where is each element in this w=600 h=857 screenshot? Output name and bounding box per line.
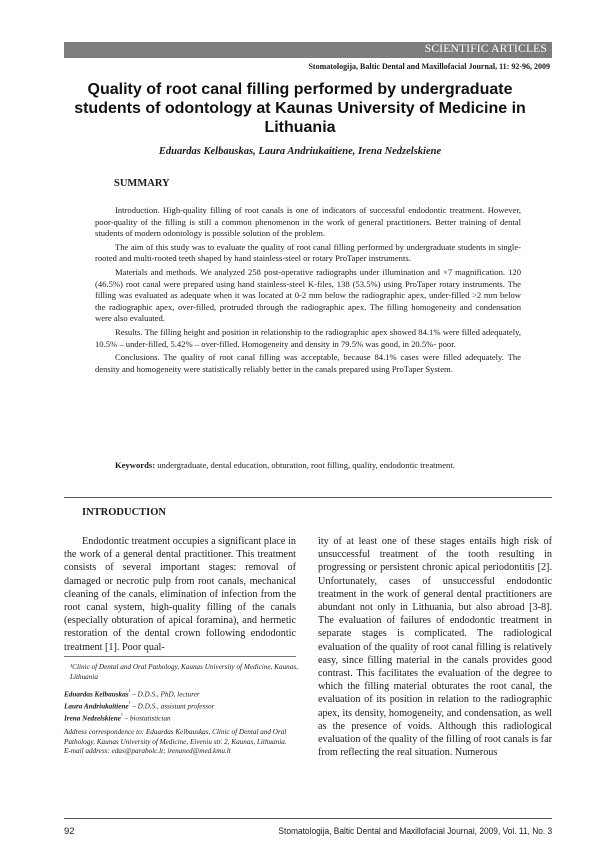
- footnote-author: Laura Andriukaitiene$^{^1}$ – D.D.S., assistant professor: [64, 700, 215, 711]
- abstract-results: Results. The filling height and position in relationship to the radiographic apex showed 84.1% were filled adequately, 10.5% – under-filled, 5.42% – over-filled. Homogeneity and density in 79.5% was good, in 20.5%- poor.: [95, 326, 521, 349]
- section-divider: [64, 497, 552, 498]
- introduction-left-column: Endodontic treatment occupies a significant place in the work of a general dental practitioner. This treatment consists of several important stages: removal of damaged or necrotic pulp from root canals, mechanical cleaning of the canals, elimination of infection from the root canal system, high-quality filling of the canals (especially obturation of apical foramina), and hermetic restoration of the dental crown following endodontic treatment [1]. Poor qual-: [64, 536, 296, 653]
- abstract-methods: Materials and methods. We analyzed 258 post-operative radiographs under illumination and ×7 magnification. 120 (46.5%) root canal were prepared using hand stainless-steel K-files, 138 (53.5%) using ProTaper rotary instruments. The filling was evaluated as adequate when it was located at 0-2 mm below the radiographic apex, under-filled >2 mm below the radiographic apex, over-filled, protruded through the radiographic apex. The filling homogeneity and condensation were also evaluated.: [95, 266, 521, 324]
- article-title: Quality of root canal filling performed by undergraduate students of odontology at Kaunas University of Medicine in Lithuania: [74, 81, 526, 136]
- summary-heading: SUMMARY: [114, 178, 170, 189]
- introduction-heading: INTRODUCTION: [82, 507, 167, 518]
- correspondence-email: E-mail address: edas@parabolc.lt; irenaned@med.kmu.lt: [64, 747, 231, 756]
- section-banner: [64, 42, 552, 58]
- keywords-list: undergraduate, dental education, obturation, root filling, quality, endodontic treatment.: [155, 460, 455, 470]
- abstract-aim: The aim of this study was to evaluate the quality of root canal filling performed by undergraduate students in single-rooted and multi-rooted teeth shaped by hand stainless-steel or rotary ProTaper instruments.: [95, 241, 521, 264]
- correspondence-address: Address correspondence to: Eduardas Kelbauskas, Clinic of Dental and Oral Pathology, Kaunas University of Medicine, Eiveniu str. 2, Kaunas, Lithuania.: [64, 728, 287, 746]
- abstract-conclusions: Conclusions. The quality of root canal filling was acceptable, because 84.1% cases were filled adequately. The density and homogeneity were statistically reliably better in the canals prepared using ProTaper System.: [95, 352, 521, 374]
- footnote-affiliation: ¹Clinic of Dental and Oral Pathology, Kaunas University of Medicine, Kaunas, Lithuania: [70, 663, 298, 681]
- section-label: SCIENTIFIC ARTICLES: [424, 43, 547, 55]
- keywords: [95, 460, 521, 472]
- footer-divider: [64, 818, 552, 819]
- introduction-right-column: ity of at least one of these stages entails high risk of unsuccessful treatment of the tooth resulting in progressing or persistent chronic apical periodontitis [2]. Unfortunately, cases of unsuccessful endodontic treatment in the work of general dental practitioners are abundant not only in Lithuania, but also abroad [3-8]. The evaluation of failures of endodontic treatment in separate stages is complicated. The radiological evaluation of the quality of root canal filling is relatively easy, since filling material in the canals provides good contrast. This facilitates the evaluation of the degree to which the filling material obturates the root canal, the evaluation of its position in relation to the radiographic apex, its density, homogeneity, and condensation, as well as the presence of voids. Although this radiological evaluation of the quality of the filling of root canals is far from reflecting the real situation. Numerous: [318, 536, 552, 759]
- page-number: 92: [64, 826, 75, 837]
- footnote-author: Irena Nedzelskiene$^{^1}$ – biostatistician: [64, 712, 171, 723]
- abstract: [95, 205, 521, 377]
- keywords-label: Keywords:: [115, 460, 156, 470]
- journal-citation: Stomatologija, Baltic Dental and Maxillofacial Journal, 11: 92-96, 2009: [308, 62, 550, 71]
- article-authors: Eduardas Kelbauskas, Laura Andriukaitiene, Irena Nedzelskiene: [158, 146, 442, 157]
- abstract-introduction: Introduction. High-quality filling of root canals is one of indicators of successful endodontic treatment. However, poor-quality of the filling is still a common phenomenon in the work of general practitioners. Better training of dental students of modern odontology is possible solution of the problem.: [95, 205, 521, 239]
- footnote-divider: [64, 656, 296, 657]
- footer-journal: Stomatologija, Baltic Dental and Maxillofacial Journal, 2009, Vol. 11, No. 3: [278, 826, 552, 836]
- footnote-author: Eduardas Kelbauskas$^{^1}$ – D.D.S., PhD, lecturer: [64, 689, 200, 699]
- footnote-authors: [64, 688, 296, 724]
- footnote-address: [64, 728, 296, 757]
